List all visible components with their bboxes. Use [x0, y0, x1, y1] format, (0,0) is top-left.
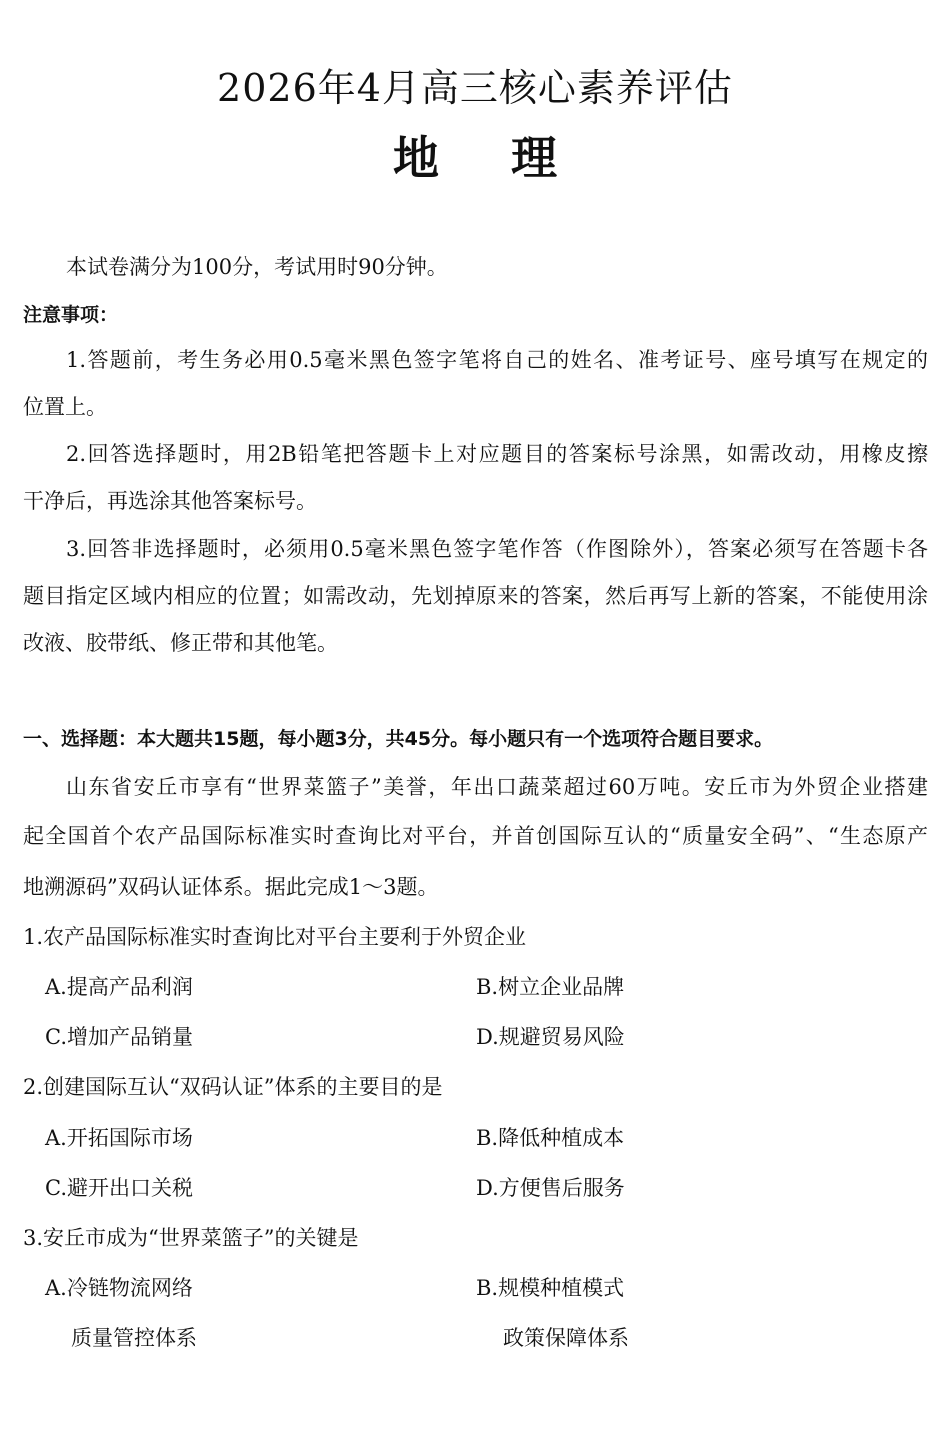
intro-text: 本试卷满分为100分，考试用时90分钟。: [66, 255, 448, 279]
section-heading: 一、选择题：本大题共15题，每小题3分，共45分。每小题只有一个选项符合题目要求。: [23, 728, 774, 750]
option-a: A.提高产品利润: [45, 975, 193, 999]
note-line: 题目指定区域内相应的位置；如需改动，先划掉原来的答案，然后再写上新的答案，不能使用涂: [23, 584, 928, 608]
note-line: 干净后，再选涂其他答案标号。: [23, 489, 317, 513]
option-a: A.冷链物流网络: [45, 1276, 193, 1300]
notes-heading: 注意事项：: [23, 304, 119, 326]
option-a: A.开拓国际市场: [45, 1126, 193, 1150]
option-b: B.降低种植成本: [476, 1126, 625, 1150]
option-b: B.规模种植模式: [476, 1276, 625, 1300]
note-line: 位置上。: [23, 395, 107, 419]
option-b-continuation: 政策保障体系: [503, 1326, 629, 1350]
note-line: 改液、胶带纸、修正带和其他笔。: [23, 631, 338, 655]
option-d: D.规避贸易风险: [476, 1025, 625, 1049]
passage-line: 山东省安丘市享有“世界菜篮子”美誉，年出口蔬菜超过60万吨。安丘市为外贸企业搭建: [66, 775, 928, 799]
option-d: D.方便售后服务: [476, 1176, 625, 1200]
option-b: B.树立企业品牌: [476, 975, 625, 999]
question-stem: 3.安丘市成为“世界菜篮子”的关键是: [23, 1226, 359, 1250]
exam-title: 2026年4月高三核心素养评估: [217, 66, 733, 110]
option-c: C.增加产品销量: [45, 1025, 193, 1049]
question-stem: 2.创建国际互认“双码认证”体系的主要目的是: [23, 1075, 443, 1099]
passage-line: 起全国首个农产品国际标准实时查询比对平台，并首创国际互认的“质量安全码”、“生态原产: [23, 824, 928, 848]
note-line: 2.回答选择题时，用2B铅笔把答题卡上对应题目的答案标号涂黑，如需改动，用橡皮擦: [66, 442, 928, 466]
subject-title: 地 理: [392, 131, 557, 185]
option-a-continuation: 质量管控体系: [71, 1326, 197, 1350]
note-line: 1.答题前，考生务必用0.5毫米黑色签字笔将自己的姓名、准考证号、座号填写在规定的: [66, 348, 928, 372]
option-c: C.避开出口关税: [45, 1176, 193, 1200]
note-line: 3.回答非选择题时，必须用0.5毫米黑色签字笔作答（作图除外），答案必须写在答题卡各: [66, 537, 928, 561]
question-stem: 1.农产品国际标准实时查询比对平台主要利于外贸企业: [23, 925, 527, 949]
passage-line: 地溯源码”双码认证体系。据此完成1～3题。: [23, 875, 439, 899]
